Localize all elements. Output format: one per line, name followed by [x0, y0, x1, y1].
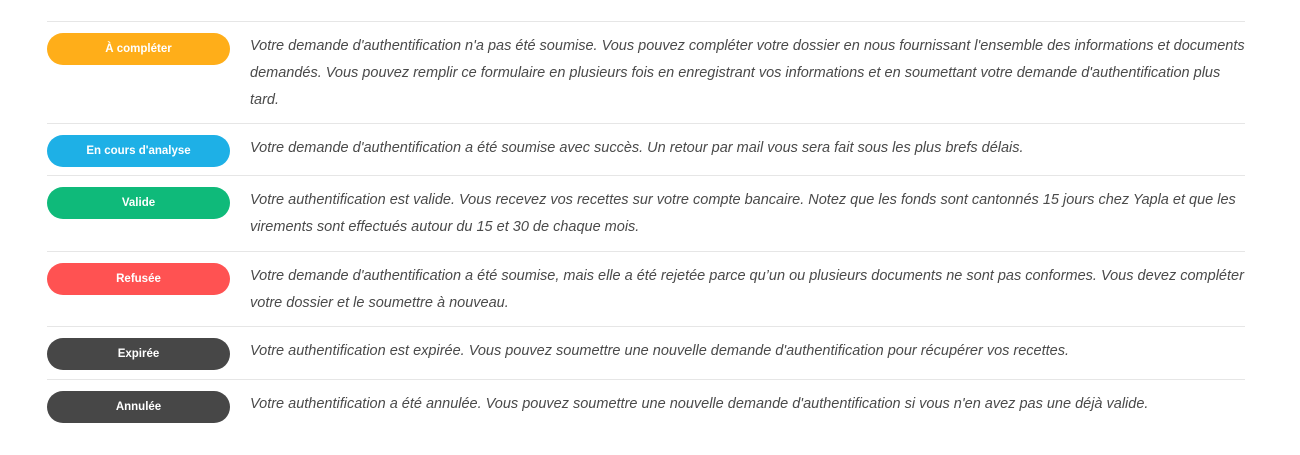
status-description-refusee: Votre demande d'authentification a été soumise, mais elle a été rejetée parce qu’un ou plusieurs documents ne sont pas conformes. Vous devez compléter votre dossier et le soumettre à nouveau.	[250, 268, 1244, 311]
status-row-a-completer	[47, 22, 1245, 124]
status-row-en-cours	[47, 124, 1245, 176]
badge-cell	[47, 380, 250, 423]
status-description-a-completer: Votre demande d'authentification n'a pas été soumise. Vous pouvez compléter votre dossier en nous fournissant l'ensemble des informations et documents demandés. Vous pouvez remplir ce formulaire en plusieurs fois en enregistrant vos informations et en soumettant votre demande d'authentification plus tard.	[250, 38, 1245, 108]
status-badge-valide: Valide	[47, 187, 230, 219]
status-row-annulee	[47, 380, 1245, 432]
status-badge-a-completer: À compléter	[47, 33, 230, 65]
badge-cell	[47, 124, 250, 167]
status-badge-refusee: Refusée	[47, 263, 230, 295]
status-badge-annulee: Annulée	[47, 391, 230, 423]
badge-cell	[47, 252, 250, 295]
status-description-annulee: Votre authentification a été annulée. Vous pouvez soumettre une nouvelle demande d'authentification si vous n'en avez pas une déjà valide.	[250, 396, 1149, 412]
status-description-expiree: Votre authentification est expirée. Vous pouvez soumettre une nouvelle demande d'authentification pour récupérer vos recettes.	[250, 343, 1070, 359]
status-row-valide	[47, 176, 1245, 252]
status-row-expiree	[47, 327, 1245, 380]
status-badge-expiree: Expirée	[47, 338, 230, 370]
status-row-refusee	[47, 252, 1245, 327]
badge-cell	[47, 176, 250, 219]
badge-cell	[47, 327, 250, 370]
badge-cell	[47, 22, 250, 65]
status-legend-table	[47, 21, 1245, 432]
status-badge-en-cours: En cours d'analyse	[47, 135, 230, 167]
status-description-valide: Votre authentification est valide. Vous recevez vos recettes sur votre compte bancaire. Notez que les fonds sont cantonnés 15 jours chez Yapla et que les virements sont effectués autour du 15 et 30 de chaque mois.	[250, 192, 1236, 235]
status-description-en-cours: Votre demande d'authentification a été soumise avec succès. Un retour par mail vous sera fait sous les plus brefs délais.	[250, 140, 1024, 156]
